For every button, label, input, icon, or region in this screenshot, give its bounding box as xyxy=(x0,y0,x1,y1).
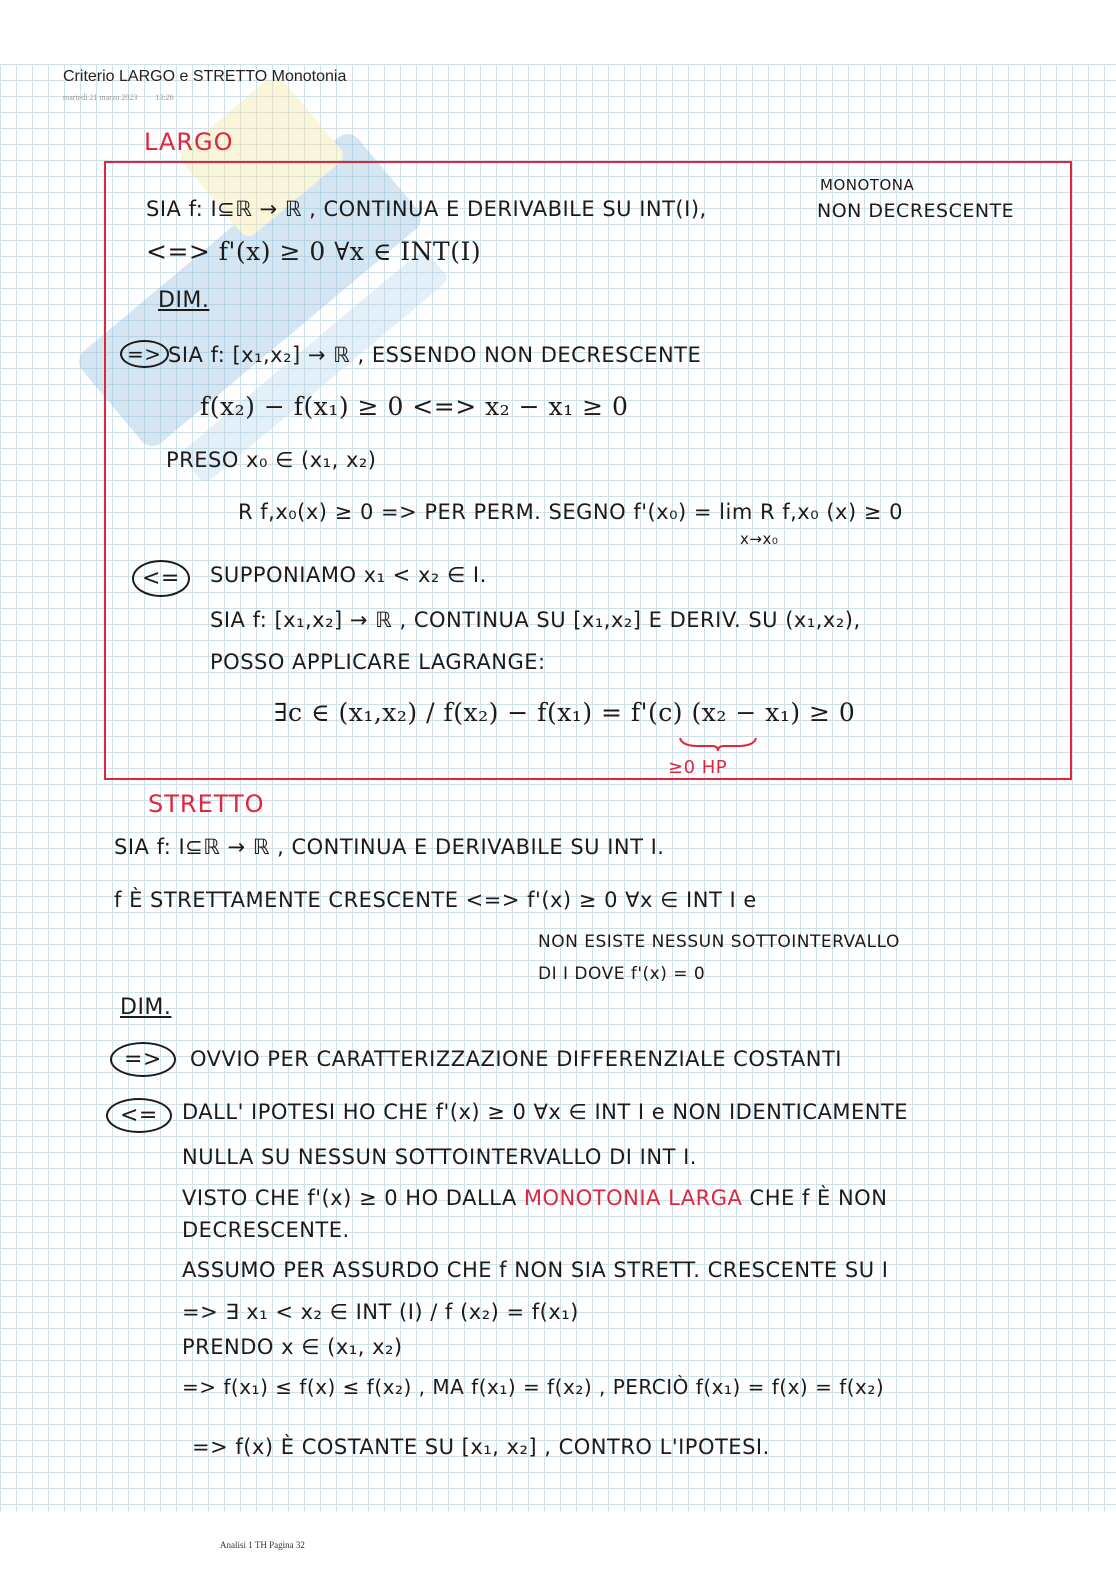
stretto-s2: f È STRETTAMENTE CRESCENTE <=> f'(x) ≥ 0 ∀x ∈ INT I e xyxy=(114,888,757,912)
monotonia-larga-highlight: MONOTONIA LARGA xyxy=(523,1186,743,1210)
largo-line2: <=> f'(x) ≥ 0 ∀x ∈ INT(I) xyxy=(146,237,482,266)
implies-right-icon: => xyxy=(110,1042,176,1077)
stretto-left-arrow xyxy=(106,1098,172,1133)
underbrace-icon xyxy=(678,736,758,752)
largo-l4: ∃c ∈ (x₁,x₂) / f(x₂) − f(x₁) = f'(c) (x₂ − x₁) ≥ 0 xyxy=(274,698,856,727)
largo-line1-end: NON DECRESCENTE xyxy=(817,200,1015,222)
largo-dim: DIM. xyxy=(158,288,210,313)
page-footer: Analisi 1 TH Pagina 32 xyxy=(220,1540,305,1550)
largo-r4-sub: x→x₀ xyxy=(740,530,779,548)
stretto-d6: ASSUMO PER ASSURDO CHE f NON SIA STRETT. CRESCENTE SU I xyxy=(182,1258,889,1282)
implies-left-icon: <= xyxy=(106,1098,172,1133)
stretto-heading: STRETTO xyxy=(148,790,265,818)
largo-l1: SUPPONIAMO x₁ < x₂ ∈ I. xyxy=(210,563,487,587)
stretto-d3: NULLA SU NESSUN SOTTOINTERVALLO DI INT I. xyxy=(182,1145,697,1169)
stretto-d7: => ∃ x₁ < x₂ ∈ INT (I) / f (x₂) = f(x₁) xyxy=(182,1300,579,1324)
implies-right-icon: => xyxy=(120,340,169,368)
footer-area xyxy=(0,1512,1116,1579)
implies-left-icon: <= xyxy=(132,560,190,597)
largo-r4: R f,x₀(x) ≥ 0 => PER PERM. SEGNO f'(x₀) = lim R f,x₀ (x) ≥ 0 xyxy=(238,500,903,524)
stretto-right-arrow xyxy=(110,1042,176,1077)
stretto-d1: OVVIO PER CARATTERIZZAZIONE DIFFERENZIALE COSTANTI xyxy=(190,1047,842,1071)
stretto-s1: SIA f: I⊆ℝ → ℝ , CONTINUA E DERIVABILE SU INT I. xyxy=(114,835,665,859)
largo-left-arrow xyxy=(132,560,190,597)
stretto-s4: DI I DOVE f'(x) = 0 xyxy=(538,964,706,984)
largo-l3: POSSO APPLICARE LAGRANGE: xyxy=(210,650,546,674)
largo-line1: SIA f: I⊆ℝ → ℝ , CONTINUA E DERIVABILE SU INT(I), xyxy=(146,197,707,221)
largo-l2: SIA f: [x₁,x₂] → ℝ , CONTINUA SU [x₁,x₂] E DERIV. SU (x₁,x₂), xyxy=(210,608,861,632)
stretto-d4: VISTO CHE f'(x) ≥ 0 HO DALLA MONOTONIA LARGA CHE f È NON xyxy=(182,1186,888,1210)
stretto-d8: PRENDO x ∈ (x₁, x₂) xyxy=(182,1335,403,1359)
largo-r2: f(x₂) − f(x₁) ≥ 0 <=> x₂ − x₁ ≥ 0 xyxy=(200,392,629,421)
stretto-d2: DALL' IPOTESI HO CHE f'(x) ≥ 0 ∀x ∈ INT I e NON IDENTICAMENTE xyxy=(182,1100,909,1124)
stretto-d5: DECRESCENTE. xyxy=(182,1218,350,1242)
largo-r3: PRESO x₀ ∈ (x₁, x₂) xyxy=(166,448,377,472)
header-area xyxy=(0,0,1116,64)
page-date: martedì 21 marzo 2023 13:26 xyxy=(63,93,174,102)
stretto-s3: NON ESISTE NESSUN SOTTOINTERVALLO xyxy=(538,932,900,952)
page-title: Criterio LARGO e STRETTO Monotonia xyxy=(63,68,347,85)
stretto-d10: => f(x) È COSTANTE SU [x₁, x₂] , CONTRO L'IPOTESI. xyxy=(192,1435,770,1459)
stretto-d9: => f(x₁) ≤ f(x) ≤ f(x₂) , MA f(x₁) = f(x₂) , PERCIÒ f(x₁) = f(x) = f(x₂) xyxy=(182,1375,885,1399)
stretto-dim: DIM. xyxy=(120,995,172,1020)
largo-r1: SIA f: [x₁,x₂] → ℝ , ESSENDO NON DECRESCENTE xyxy=(168,343,702,367)
monotona-label: MONOTONA xyxy=(820,176,915,194)
largo-right-arrow xyxy=(120,340,169,368)
largo-l4-note: ≥0 HP xyxy=(668,757,728,778)
largo-heading: LARGO xyxy=(144,128,234,156)
